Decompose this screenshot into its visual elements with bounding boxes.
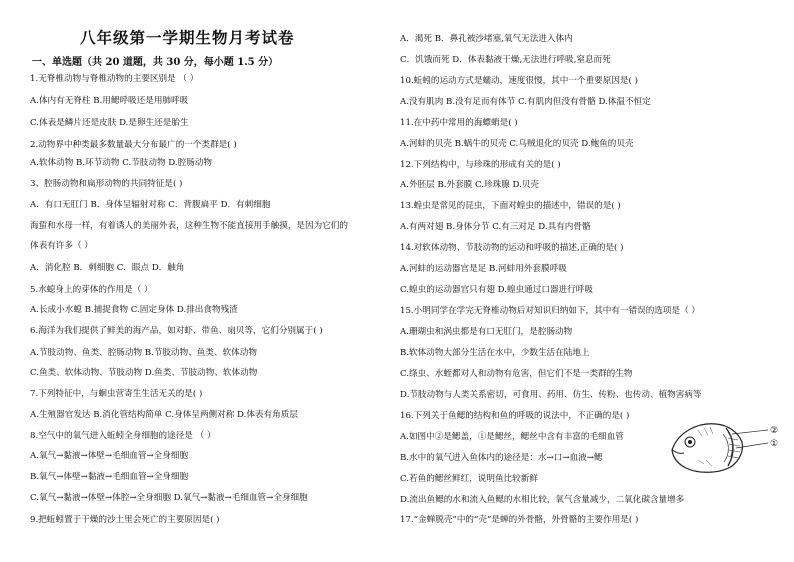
option-line: C．饥饿而死 D．体表黏液干燥,无法进行呼吸,窒息而死 — [400, 55, 611, 65]
fish-head-diagram — [668, 416, 783, 478]
question-line: 体表有许多（ ） — [30, 241, 93, 251]
question-line: 14.对软体动物、节肢动物的运动和呼吸的描述,正确的是( ) — [400, 243, 624, 253]
question-line: 12.下列结构中，与珍珠的形成有关的是( ) — [400, 160, 561, 170]
option-line: A.长成小水螅 B.捕捉食物 C.固定身体 D.排出食物残渣 — [30, 305, 238, 315]
option-line: A.河蚌的贝壳 B.蜗牛的贝壳 C.乌贼退化的贝壳 D.鲍鱼的贝壳 — [400, 139, 634, 149]
question-line: 9.把蚯蚓置于干燥的沙土里会死亡的主要原因是( ) — [30, 515, 220, 525]
question-line: 10.蚯蚓的运动方式是蠕动，速度很慢，其中一个重要原因是( ) — [400, 76, 638, 86]
option-line: A.没有肌肉 B.没有足而有体节 C.有肌肉但没有骨骼 D.体温不恒定 — [400, 97, 651, 107]
option-line: A．渴死 B．鼻孔被沙堵塞,氧气无法进入体内 — [400, 34, 573, 44]
option-line: A.生殖器官发达 B.消化管结构简单 C.身体呈两侧对称 D.体表有角质层 — [30, 410, 298, 420]
question-line: 6.海洋为我们提供了鲜美的海产品，如对虾、带鱼、扇贝等，它们分别属于( ) — [30, 326, 323, 336]
option-line: C.蝗虫的运动器官只有翅 D.蝗虫通过口器进行呼吸 — [400, 285, 593, 295]
option-line: A.有两对翅 B.身体分节 C.有三对足 D.具有内骨骼 — [400, 222, 591, 232]
question-line: 13.蝗虫是常见的昆虫，下面对蝗虫的描述中，错误的是( ) — [400, 201, 621, 211]
question-line: 15.小明同学在学完无脊椎动物后对知识归纳如下，其中有一错误的选项是（ ） — [400, 306, 700, 316]
option-line: B.氧气→体壁→黏液→毛细血管→全身细胞 — [30, 472, 189, 482]
fish-label-1: ① — [770, 439, 779, 449]
question-line: 11.在中药中常用的海螵蛸是( ) — [400, 118, 518, 128]
question-line: 2.动物界中种类最多数量最大分布最广的一个类群是( ) — [30, 140, 237, 150]
fish-label-2: ② — [770, 426, 779, 436]
left-column — [30, 0, 390, 562]
question-line: 5.水螅身上的芽体的作用是（ ） — [30, 285, 153, 295]
right-column — [400, 0, 790, 562]
option-line: C.鱼类、软体动物、节肢动物 D.鱼类、节肢动物、软体动物 — [30, 368, 258, 378]
option-line: C.体表是鳞片还是皮肤 D.是卵生还是胎生 — [30, 118, 189, 128]
option-line: A.软体动物 B.环节动物 C.节肢动物 D.腔肠动物 — [30, 158, 212, 168]
option-line: D.流出鱼鳃的水和流入鱼鳃的水相比较，氧气含量减少，二氧化碳含量增多 — [400, 495, 685, 505]
option-line: A．消化腔 B．刺细胞 C．眼点 D．触角 — [30, 263, 185, 273]
option-line: A.河蚌的运动器官是足 B.河蚌用外套膜呼吸 — [400, 264, 567, 274]
question-line: 8.空气中的氧气进入蚯蚓全身细胞的途径是 （ ） — [30, 431, 216, 441]
option-line: D.节肢动物与人类关系密切，可食用、药用、仿生、传粉、也传动、植物害病等 — [400, 390, 702, 400]
option-line: C.绦虫、水蛭都对人和动物有危害，但它们不是一类群的生物 — [400, 369, 633, 379]
option-line: B.水中的氧气进入鱼体内的途径是：水→口→血液→鳃 — [400, 453, 603, 463]
option-line: A.珊瑚虫和涡虫都是有口无肛门，是腔肠动物 — [400, 327, 573, 337]
option-line: A．有口无肛门 B．身体呈辐射对称 C．背腹扁平 D．有刺细胞 — [30, 200, 271, 210]
question-line: 7.下列特征中，与蛔虫营寄生生活无关的是( ) — [30, 389, 203, 399]
option-line: C.氧气→黏液→体壁→体腔→全身细胞 D.氧气→黏液→毛细血管→全身细胞 — [30, 493, 308, 503]
option-line: A.节肢动物、鱼类、腔肠动物 B.节肢动物、鱼类、软体动物 — [30, 348, 257, 358]
question-line: 1.无脊椎动物与脊椎动物的主要区别是 （ ） — [30, 74, 199, 84]
question-line: 海蜇和水母一样，有着诱人的美丽外表，这种生物不能直接用手触摸，是因为它们的 — [30, 221, 348, 231]
option-line: A.体内有无脊柱 B.用鳃呼吸还是用肺呼吸 — [30, 96, 189, 106]
option-line: C.若鱼的鳃丝鲜红，说明鱼比较新鲜 — [400, 474, 538, 484]
question-line: 16.下列关于鱼鳃的结构和鱼的呼吸的说法中，不正确的是( ) — [400, 411, 630, 421]
option-line: B.软体动物大部分生活在水中，少数生活在陆地上 — [400, 348, 590, 358]
option-line: A.外胚层 B.外套膜 C.珍珠腺 D.贝壳 — [400, 180, 540, 190]
option-line: A.如图中②是鳃盖，①是鳃丝，鳃丝中含有丰富的毛细血管 — [400, 432, 624, 442]
question-line: 3、腔肠动物和扁形动物的共同特征是( ) — [30, 179, 183, 189]
exam-title: 八年级第一学期生物月考试卷 — [80, 28, 295, 47]
question-line: 17.“金蝉脱壳”中的“壳”是蝉的外骨骼，外骨骼的主要作用是( ) — [400, 515, 639, 525]
section-heading: 一、单选题（共 20 道题，共 30 分，每小题 1.5 分） — [32, 57, 279, 68]
option-line: A.氧气→黏液→体壁→毛细血管→全身细胞 — [30, 451, 189, 461]
